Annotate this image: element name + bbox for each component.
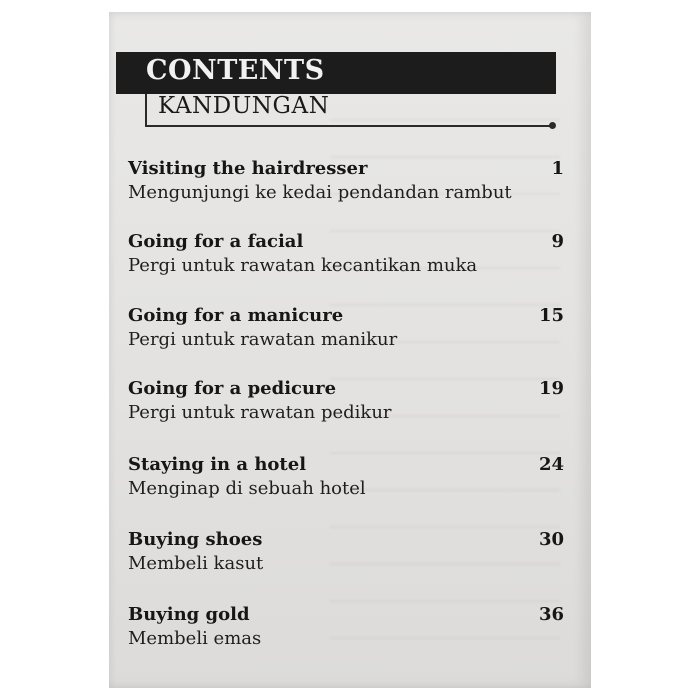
toc-entry-page-number: 9 (551, 231, 564, 252)
toc-entry[interactable] (128, 305, 564, 357)
toc-entry-subtitle: Pergi untuk rawatan kecantikan muka (128, 255, 478, 276)
toc-entry-title: Buying shoes (128, 529, 263, 550)
subtitle-rule-horizontal (145, 125, 552, 127)
toc-entry-title: Going for a facial (128, 231, 304, 252)
contents-subtitle: KANDUNGAN (158, 93, 330, 119)
subtitle-rule-dot (549, 122, 556, 129)
toc-entry-page-number: 19 (538, 378, 564, 399)
toc-entry[interactable] (128, 158, 564, 210)
toc-entry-title: Going for a pedicure (128, 378, 337, 399)
toc-entry-subtitle: Menginap di sebuah hotel (128, 478, 366, 499)
toc-entry[interactable] (128, 378, 564, 430)
toc-entry-page-number: 1 (551, 158, 564, 179)
toc-entry-title: Buying gold (128, 604, 250, 625)
toc-entry-subtitle: Membeli kasut (128, 553, 264, 574)
toc-entry[interactable] (128, 231, 564, 283)
toc-entry-page-number: 24 (538, 454, 564, 475)
toc-entry-page-number: 15 (538, 305, 564, 326)
toc-entry[interactable] (128, 529, 564, 581)
toc-entry-title: Staying in a hotel (128, 454, 307, 475)
toc-entry-page-number: 30 (538, 529, 564, 550)
toc-entry[interactable] (128, 604, 564, 656)
toc-entry-subtitle: Pergi untuk rawatan manikur (128, 329, 398, 350)
subtitle-rule-vertical (145, 94, 147, 126)
toc-entry[interactable] (128, 454, 564, 506)
toc-entry-page-number: 36 (538, 604, 564, 625)
toc-entry-title: Going for a manicure (128, 305, 344, 326)
toc-entry-subtitle: Mengunjungi ke kedai pendandan rambut (128, 182, 512, 203)
toc-entry-subtitle: Membeli emas (128, 628, 262, 649)
contents-title: CONTENTS (146, 55, 325, 86)
toc-entry-title: Visiting the hairdresser (128, 158, 368, 179)
toc-entry-subtitle: Pergi untuk rawatan pedikur (128, 402, 392, 423)
